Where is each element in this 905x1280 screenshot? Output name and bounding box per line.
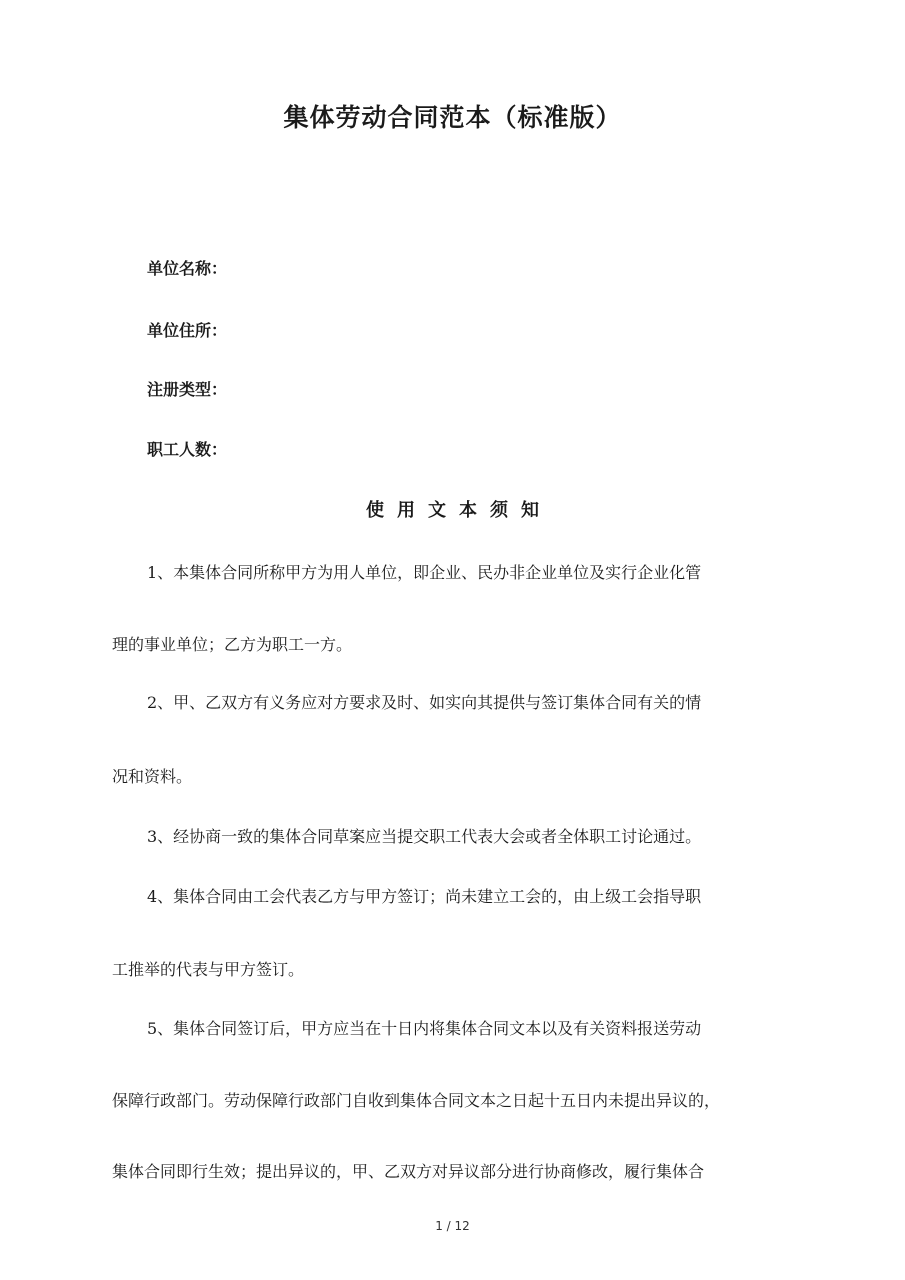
notice-line: 5、集体合同签订后，甲方应当在十日内将集体合同文本以及有关资料报送劳动 [147,1019,702,1038]
field-unit-name: 单位名称： [147,259,228,278]
notice-line: 1、本集体合同所称甲方为用人单位，即企业、民办非企业单位及实行企业化管 [147,563,702,582]
notice-heading: 使用文本须知 [366,500,552,521]
notice-line: 3、经协商一致的集体合同草案应当提交职工代表大会或者全体职工讨论通过。 [147,827,702,846]
notice-line: 4、集体合同由工会代表乙方与甲方签订；尚未建立工会的，由上级工会指导职 [147,887,702,906]
notice-line: 理的事业单位；乙方为职工一方。 [112,635,353,654]
page-indicator: 1 / 12 [435,1219,470,1233]
notice-line: 况和资料。 [112,767,193,786]
field-employee-count: 职工人数： [147,440,228,459]
notice-line: 工推举的代表与甲方签订。 [112,960,305,979]
document-title: 集体劳动合同范本（标准版） [283,103,622,132]
field-registration-type: 注册类型： [147,380,228,399]
notice-line: 2、甲、乙双方有义务应对方要求及时、如实向其提供与签订集体合同有关的情 [147,693,702,712]
notice-line: 保障行政部门。劳动保障行政部门自收到集体合同文本之日起十五日内未提出异议的， [112,1091,721,1110]
notice-line: 集体合同即行生效；提出异议的，甲、乙双方对异议部分进行协商修改，履行集体合 [112,1162,705,1181]
field-unit-address: 单位住所： [147,321,228,340]
